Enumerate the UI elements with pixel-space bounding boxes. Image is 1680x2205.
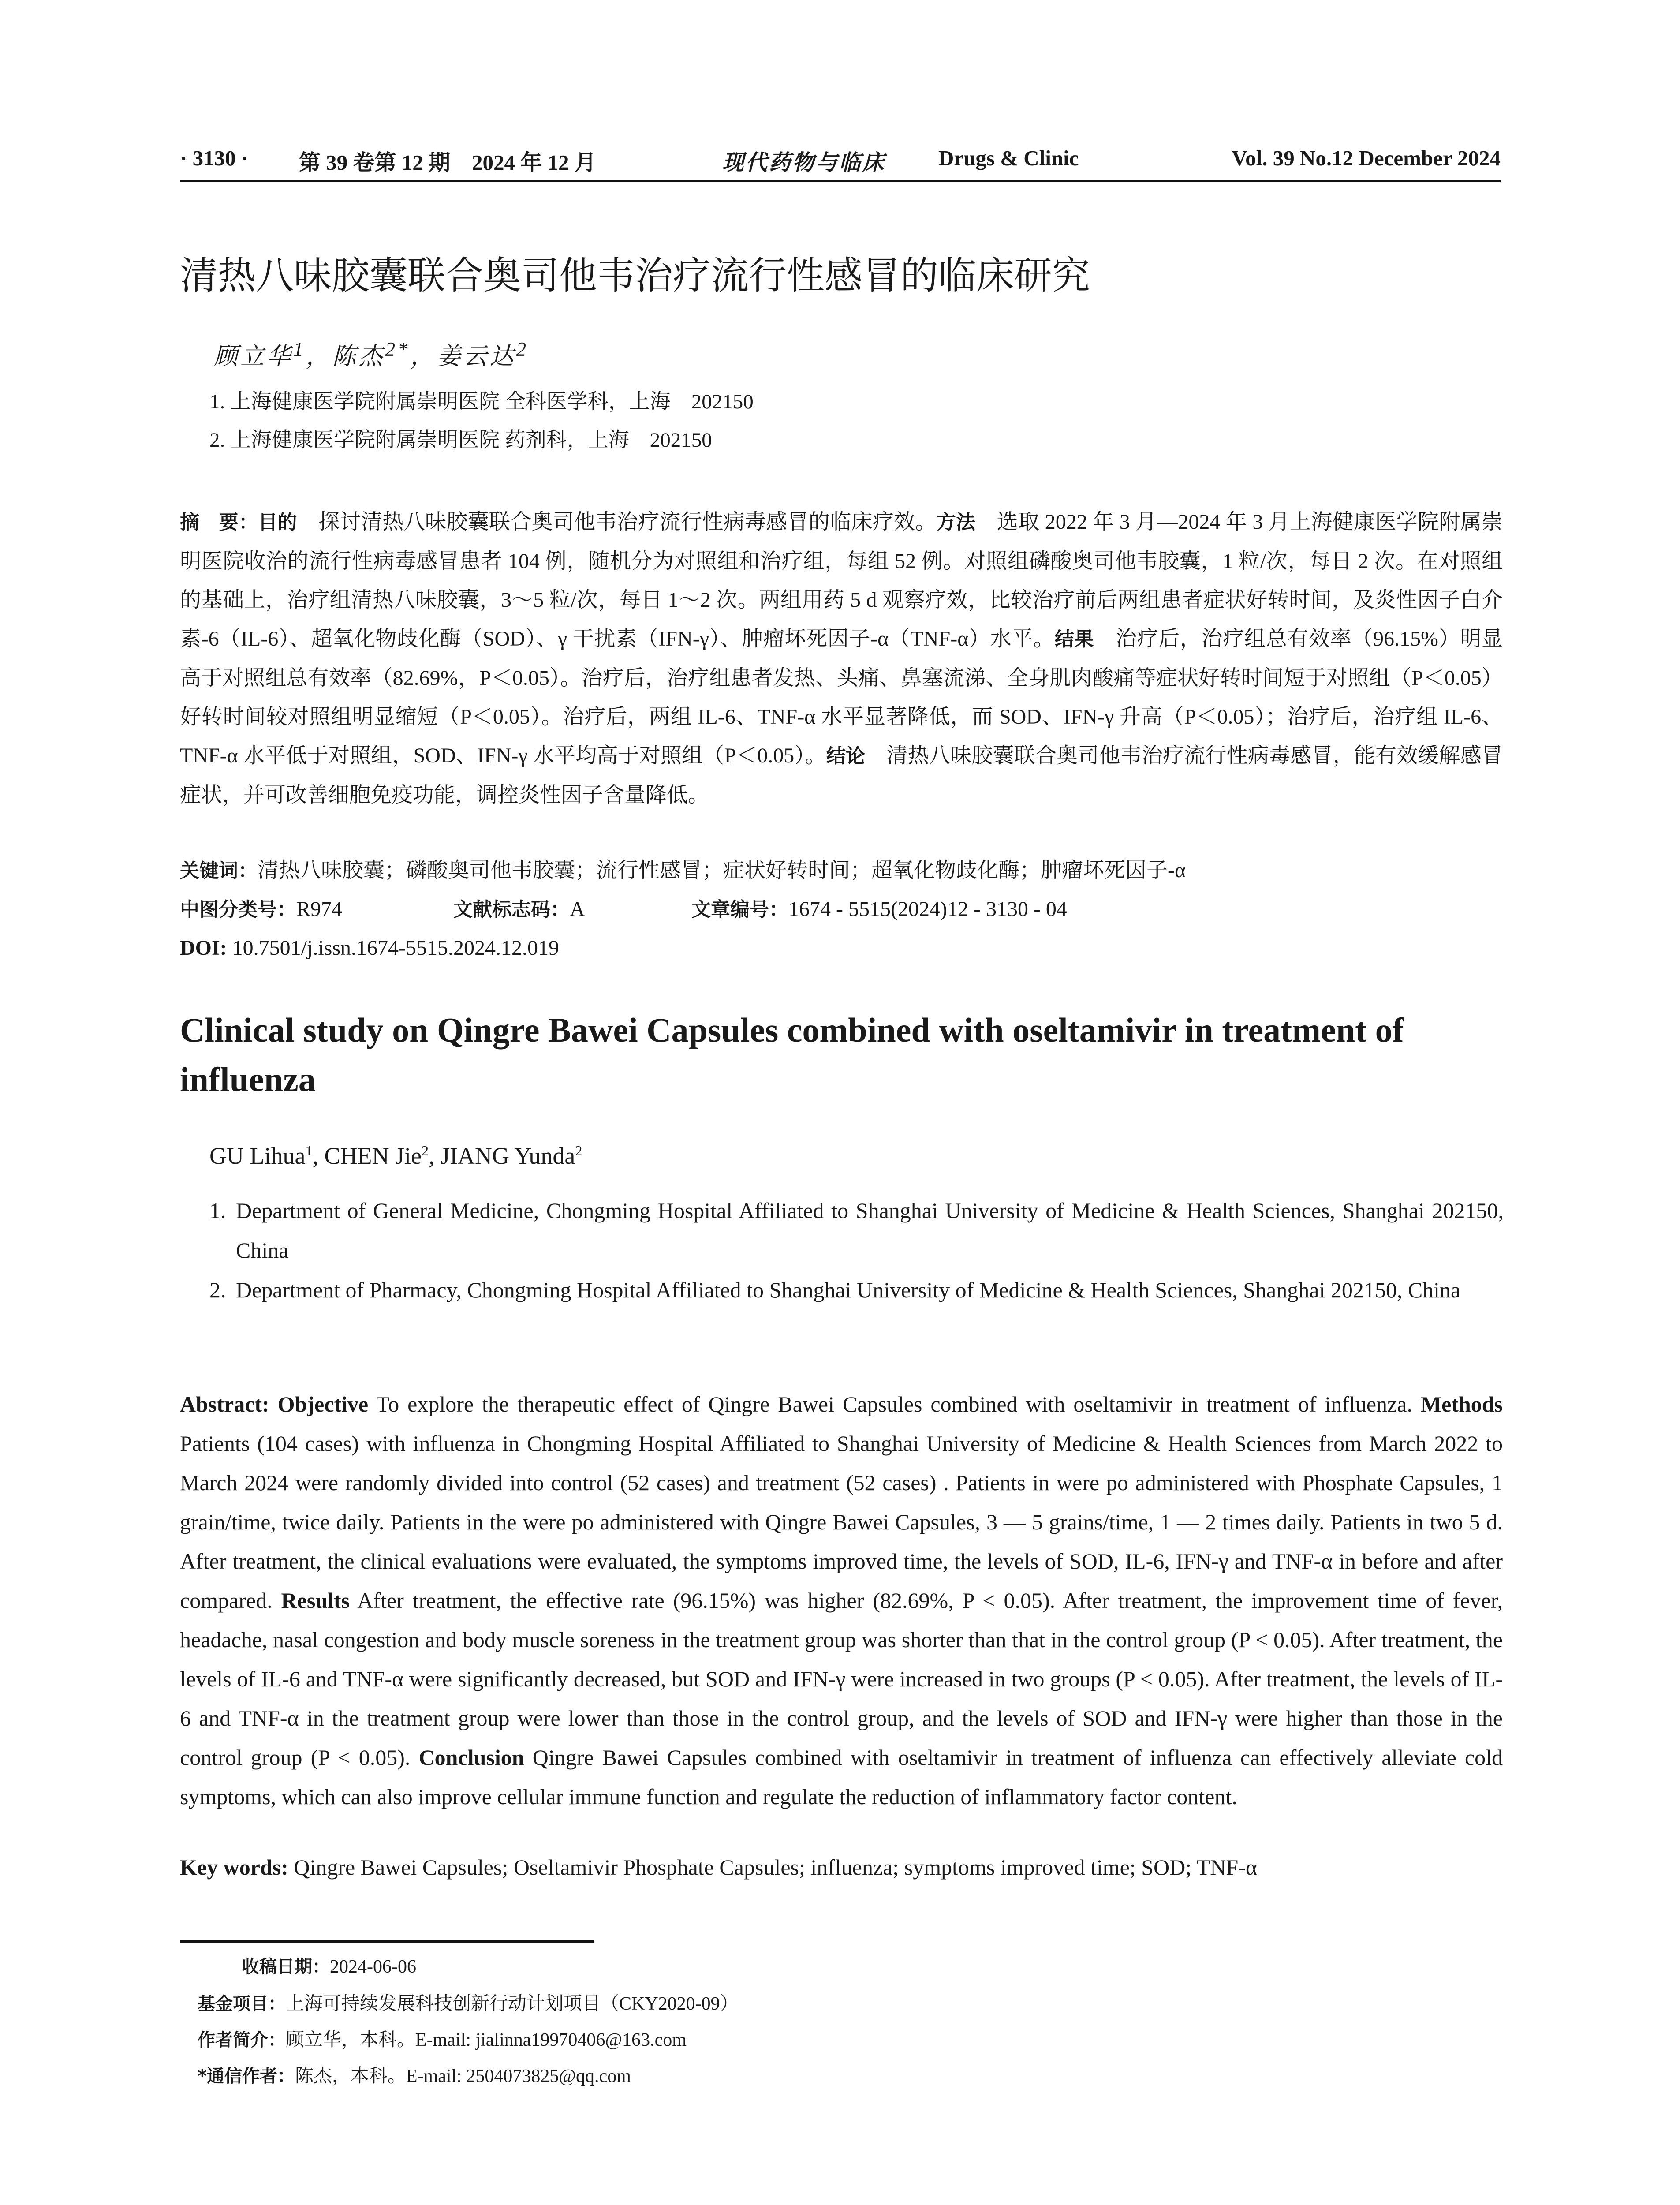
- author-bio-text: 顾立华，本科。E-mail: jialinna19970406@163.com: [286, 2030, 687, 2050]
- issue-info-cn: 第 39 卷第 12 期 2024 年 12 月: [299, 150, 596, 175]
- footnote-corresponding: [198, 2061, 631, 2088]
- methods-text: Patients (104 cases) with influenza in Chongming Hospital Affiliated to Shanghai University of Medicine & Health Sciences from March 2022 to March 2024 were randomly divided into control (52 cases) and treatment (52 cases) . Patients in were po administered with Phosphate Capsules, 1 grain/time, twice daily. Patients in the were po administered with Qingre Bawei Capsules, 3 — 5 grains/time, 1 — 2 times daily. Patients in two 5 d. After treatment, the clinical evaluations were evaluated, the symptoms improved time, the levels of SOD, IL-6, IFN-γ and TNF-α in before and after compared.: [180, 1431, 1503, 1613]
- clc-number: [180, 890, 342, 929]
- conclusion-text: Qingre Bawei Capsules combined with oseltamivir in treatment of influenza can effectively alleviate cold symptoms, which can also improve cellular immune function and regulate the reduction of inflammatory factor content.: [180, 1745, 1503, 1809]
- article-number: [691, 890, 1067, 929]
- clc-value: R974: [296, 897, 343, 921]
- abstract-en: [180, 1385, 1503, 1816]
- keywords-text: 清热八味胶囊；磷酸奥司他韦胶囊；流行性感冒；症状好转时间；超氧化物歧化酶；肿瘤坏死因子-α: [258, 859, 1186, 882]
- article-number-value: 1674 - 5515(2024)12 - 3130 - 04: [788, 897, 1067, 921]
- methods-label: Methods: [1420, 1392, 1503, 1416]
- abstract-label: Abstract: Objective: [180, 1392, 369, 1416]
- affiliation-number: 2.: [209, 1278, 226, 1302]
- keywords-label: Key words:: [180, 1855, 288, 1880]
- author-affiliation-mark: 2: [421, 1143, 429, 1159]
- fund-label: 基金项目：: [198, 1994, 286, 2014]
- methods-text: 选取 2022 年 3 月—2024 年 3 月上海健康医学院附属崇明医院收治的流行性病毒感冒患者 104 例，随机分为对照组和治疗组，每组 52 例。对照组磷酸奥司他韦胶囊，1 粒/次，每日 2 次。在对照组的基础上，治疗组清热八味胶囊，3～5 粒/次，每日 1～2 次。两组用药 5 d 观察疗效，比较治疗前后两组患者症状好转时间，及炎性因子白介素-6（IL-6）、超氧化物歧化酶（SOD）、γ 干扰素（IFN-γ）、肿瘤坏死因子-α（TNF-α）水平。: [180, 510, 1503, 650]
- footnote-divider: [180, 1940, 594, 1943]
- results-label: Results: [281, 1588, 350, 1613]
- objective-text: 探讨清热八味胶囊联合奥司他韦治疗流行性病毒感冒的临床疗效。: [297, 510, 937, 534]
- author-list-en: [209, 1142, 582, 1170]
- doc-code-label: 文献标志码：: [453, 898, 570, 921]
- abstract-cn: [180, 503, 1503, 815]
- affiliation-cn: 2. 上海健康医学院附属崇明医院 药剂科，上海 202150: [209, 429, 712, 452]
- objective-label: 目的: [258, 511, 297, 534]
- document-code: [453, 890, 585, 929]
- author-name: , JIANG Yunda: [428, 1143, 575, 1169]
- corresponding-text: 陈杰，本科。E-mail: 2504073825@qq.com: [295, 2066, 631, 2086]
- footnote-fund: [198, 1989, 739, 2015]
- objective-text: To explore the therapeutic effect of Qingre Bawei Capsules combined with oseltamivir in treatment of influenza.: [368, 1392, 1412, 1416]
- clc-label: 中图分类号：: [180, 898, 296, 921]
- author-name: 姜云达: [437, 343, 516, 370]
- author-affiliation-mark: 2*: [385, 338, 411, 360]
- conclusion-label: 结论: [826, 745, 866, 767]
- keywords-cn: [180, 851, 1503, 890]
- journal-name-en: Drugs & Clinic: [938, 146, 1079, 170]
- methods-label: 方法: [936, 511, 976, 534]
- fund-text: 上海可持续发展科技创新行动计划项目（CKY2020-09）: [286, 1994, 739, 2014]
- affiliation-en: [209, 1191, 1504, 1270]
- author-affiliation-mark: 1: [293, 338, 306, 360]
- author-name: 顾立华: [214, 343, 293, 370]
- keywords-text: Qingre Bawei Capsules; Oseltamivir Phosphate Capsules; influenza; symptoms improved time; SOD; TNF-α: [288, 1855, 1258, 1880]
- author-list-cn: [214, 337, 529, 371]
- issue-info-en: Vol. 39 No.12 December 2024: [1232, 146, 1501, 170]
- author-bio-label: 作者简介：: [198, 2030, 286, 2050]
- affiliation-number: 1.: [209, 1198, 226, 1223]
- results-text: 治疗后，治疗组总有效率（96.15%）明显高于对照组总有效率（82.69%，P＜0.05）。治疗后，治疗组患者发热、头痛、鼻塞流涕、全身肌肉酸痛等症状好转时间短于对照组（P＜0.05）好转时间较对照组明显缩短（P＜0.05）。治疗后，两组 IL-6、TNF-α 水平显著降低，而 SOD、IFN-γ 升高（P＜0.05）；治疗后，治疗组 IL-6、TNF-α 水平低于对照组，SOD、IFN-γ 水平均高于对照组（P＜0.05）。: [180, 627, 1503, 767]
- received-date: 2024-06-06: [330, 1957, 416, 1977]
- author-affiliation-mark: 1: [305, 1143, 313, 1159]
- conclusion-label: Conclusion: [418, 1745, 524, 1770]
- keywords-label: 关键词：: [180, 860, 258, 882]
- affiliation-text: Department of Pharmacy, Chongming Hospital Affiliated to Shanghai University of Medicine & Health Sciences, Shanghai 202150, China: [236, 1278, 1461, 1302]
- running-header: [180, 140, 1501, 182]
- article-number-label: 文章编号：: [691, 898, 788, 921]
- results-text: After treatment, the effective rate (96.15%) was higher (82.69%, P < 0.05). After treatment, the improvement time of fever, headache, nasal congestion and body muscle soreness in the treatment group was shorter than that in the control group (P < 0.05). After treatment, the levels of IL-6 and TNF-α were significantly decreased, but SOD and IFN-γ were increased in two groups (P < 0.05). After treatment, the levels of IL-6 and TNF-α in the treatment group were lower than those in the control group, and the levels of SOD and IFN-γ were higher than those in the control group (P < 0.05).: [180, 1588, 1503, 1770]
- doi-label: DOI:: [180, 936, 227, 960]
- author-affiliation-mark: 2: [575, 1143, 582, 1159]
- author-separator: ，: [410, 343, 437, 370]
- conclusion-text: 清热八味胶囊联合奥司他韦治疗流行性病毒感冒，能有效缓解感冒症状，并可改善细胞免疫功能，调控炎性因子含量降低。: [180, 744, 1503, 807]
- article-title-cn: 清热八味胶囊联合奥司他韦治疗流行性感冒的临床研究: [180, 254, 1090, 298]
- affiliation-cn: 1. 上海健康医学院附属崇明医院 全科医学科，上海 202150: [209, 390, 754, 413]
- affiliation-text: Department of General Medicine, Chongming Hospital Affiliated to Shanghai University of Medicine & Health Sciences, Shanghai 202150, China: [236, 1198, 1504, 1263]
- author-separator: ，: [306, 343, 332, 370]
- abstract-label: 摘 要：: [180, 511, 258, 534]
- doi-value: 10.7501/j.issn.1674-5515.2024.12.019: [232, 936, 560, 960]
- author-affiliation-mark: 2: [516, 338, 529, 360]
- page-number: · 3130 ·: [180, 146, 249, 170]
- doi: [180, 929, 1503, 968]
- author-name: GU Lihua: [209, 1143, 306, 1169]
- results-label: 结果: [1054, 628, 1094, 650]
- article-title-en: Clinical study on Qingre Bawei Capsules combined with oseltamivir in treatment of influenza: [180, 1011, 1404, 1099]
- corresponding-label: *通信作者：: [198, 2066, 295, 2086]
- footnote-author: [198, 2025, 687, 2052]
- keywords-en: [180, 1854, 1503, 1880]
- doc-code-value: A: [570, 897, 585, 921]
- journal-name-cn: 现代药物与临床: [722, 150, 886, 175]
- affiliation-en: [209, 1270, 1504, 1310]
- author-name: , CHEN Jie: [312, 1143, 422, 1169]
- author-name: 陈杰: [332, 343, 385, 370]
- footnote-received: [242, 1953, 416, 1978]
- received-label: 收稿日期：: [242, 1957, 330, 1977]
